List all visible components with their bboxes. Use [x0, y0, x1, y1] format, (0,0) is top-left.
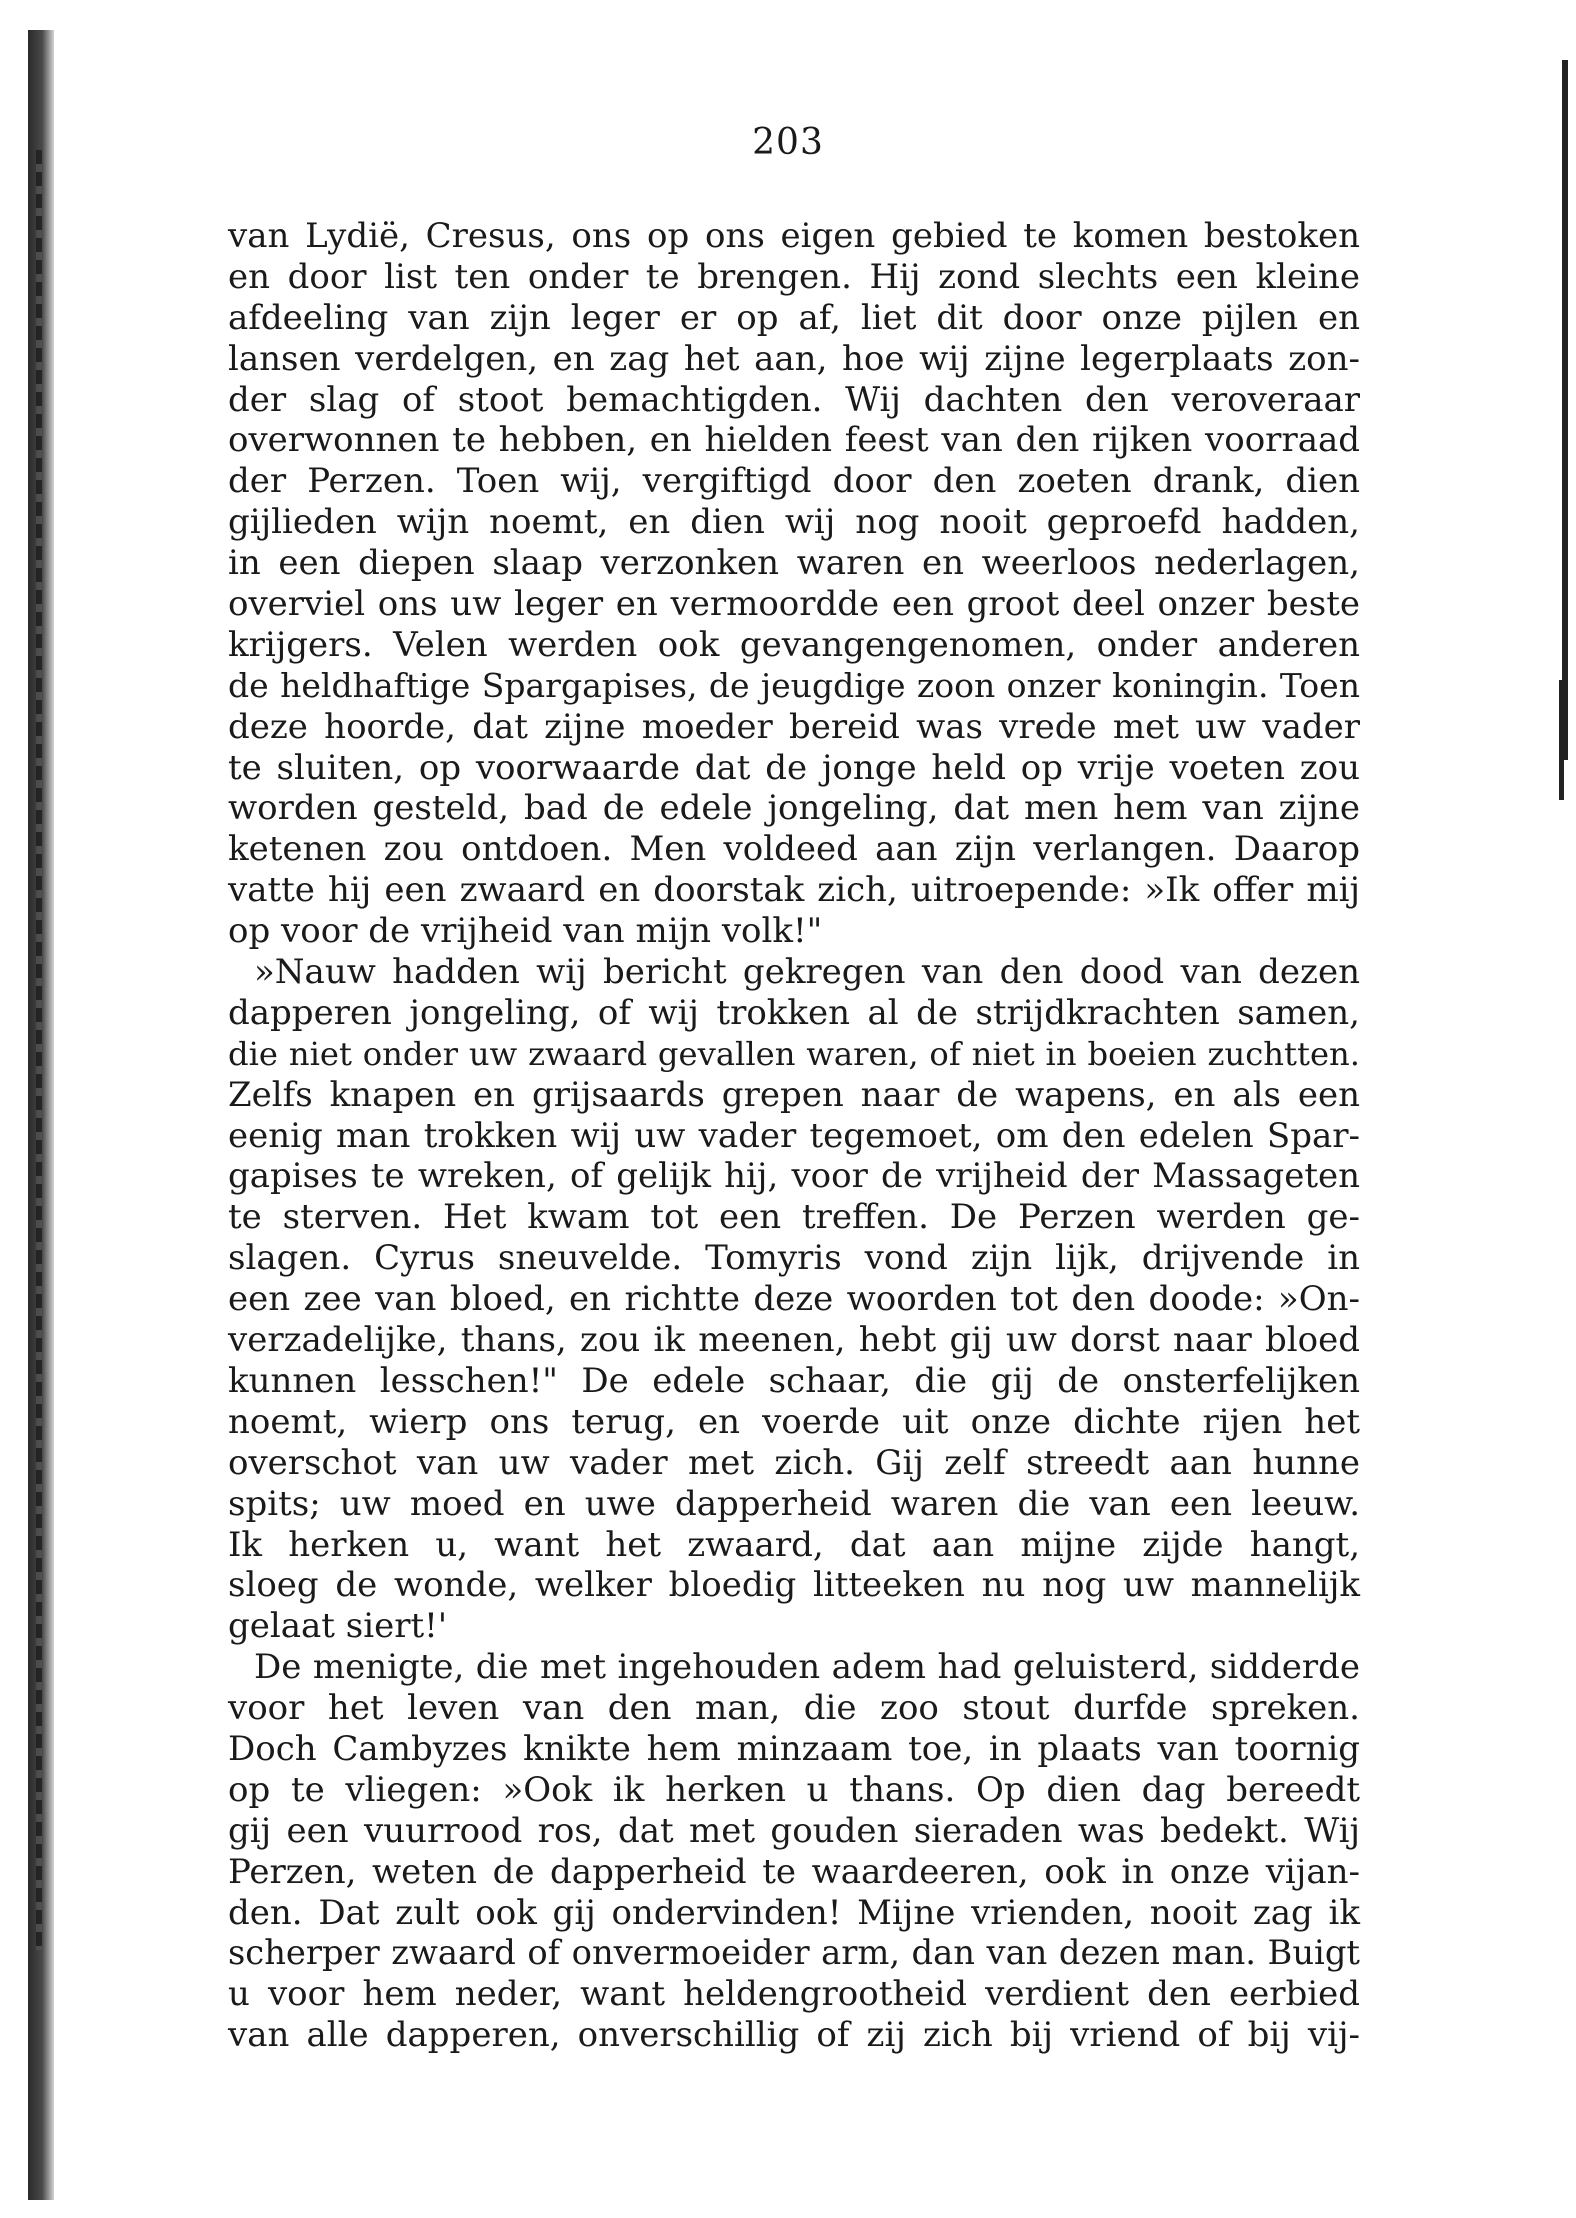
text-line: eenig man trokken wij uw vader tegemoet, om den edelen Spar- — [228, 1115, 1360, 1156]
text-line: lansen verdelgen, en zag het aan, hoe wij zijne legerplaats zon- — [228, 338, 1360, 379]
text-line: den. Dat zult ook gij ondervinden! Mijne vrienden, nooit zag ik — [228, 1892, 1360, 1933]
text-line: te sterven. Het kwam tot een treffen. De Perzen werden ge- — [228, 1197, 1360, 1238]
text-line: van Lydië, Cresus, ons op ons eigen gebied te komen bestoken — [228, 216, 1360, 256]
text-line: kunnen lesschen!" De edele schaar, die gij de onsterfelijken — [228, 1360, 1360, 1401]
text-line: krijgers. Velen werden ook gevangengenomen, onder anderen — [228, 624, 1360, 665]
text-line: gijlieden wijn noemt, en dien wij nog nooit geproefd hadden, — [228, 502, 1360, 543]
text-line: deze hoorde, dat zijne moeder bereid was vrede met uw vader — [228, 706, 1360, 747]
scan-binding-edge — [28, 30, 54, 2200]
scan-right-edge-mark — [1562, 60, 1568, 760]
text-line: Ik herken u, want het zwaard, dat aan mijne zijde hangt, — [228, 1524, 1360, 1565]
text-line: overviel ons uw leger en vermoordde een groot deel onzer beste — [228, 584, 1360, 625]
text-line: in een diepen slaap verzonken waren en weerloos nederlagen, — [228, 543, 1360, 584]
text-line: gapises te wreken, of gelijk hij, voor de vrijheid der Massageten — [228, 1156, 1360, 1197]
text-line: die niet onder uw zwaard gevallen waren, of niet in boeien zuchtten. — [228, 1034, 1360, 1073]
text-line: scherper zwaard of onvermoeider arm, dan van dezen man. Buigt — [228, 1933, 1360, 1973]
text-line: afdeeling van zijn leger er op af, liet dit door onze pijlen en — [228, 297, 1360, 338]
text-line: te sluiten, op voorwaarde dat de jonge held op vrije voeten zou — [228, 747, 1360, 788]
scan-right-edge-mark-lower — [1559, 680, 1564, 800]
text-line: Doch Cambyzes knikte hem minzaam toe, in plaats van toornig — [228, 1728, 1360, 1769]
body-text — [228, 216, 1360, 2056]
text-line: sloeg de wonde, welker bloedig litteeken nu nog uw mannelijk — [228, 1565, 1360, 1606]
text-line: noemt, wierp ons terug, en voerde uit onze dichte rijen het — [228, 1401, 1360, 1442]
text-line: der Perzen. Toen wij, vergiftigd door den zoeten drank, dien — [228, 461, 1360, 502]
text-line: verzadelijke, thans, zou ik meenen, hebt gij uw dorst naar bloed — [228, 1320, 1360, 1361]
text-line: »Nauw hadden wij bericht gekregen van den dood van dezen — [254, 952, 1360, 993]
text-line: worden gesteld, bad de edele jongeling, dat men hem van zijne — [228, 788, 1360, 829]
text-line: De menigte, die met ingehouden adem had geluisterd, sidderde — [254, 1647, 1360, 1688]
text-line: ketenen zou ontdoen. Men voldeed aan zijn verlangen. Daarop — [228, 829, 1360, 870]
text-line: vatte hij een zwaard en doorstak zich, uitroepende: »Ik offer mij — [228, 870, 1360, 911]
text-line: op te vliegen: »Ook ik herken u thans. Op dien dag bereedt — [228, 1769, 1360, 1810]
text-line: der slag of stoot bemachtigden. Wij dachten den veroveraar — [228, 379, 1360, 420]
text-line: van alle dapperen, onverschillig of zij zich bij vriend of bij vij- — [228, 2015, 1360, 2056]
text-line: en door list ten onder te brengen. Hij zond slechts een kleine — [228, 256, 1360, 297]
text-line: overschot van uw vader met zich. Gij zelf streedt aan hunne — [228, 1442, 1360, 1483]
text-line: voor het leven van den man, die zoo stout durfde spreken. — [228, 1688, 1360, 1729]
text-line: dapperen jongeling, of wij trokken al de strijdkrachten samen, — [228, 992, 1360, 1033]
text-line: overwonnen te hebben, en hielden feest van den rijken voorraad — [228, 420, 1360, 461]
text-line: slagen. Cyrus sneuvelde. Tomyris vond zijn lijk, drijvende in — [228, 1238, 1360, 1279]
text-line: op voor de vrijheid van mijn volk!" — [228, 911, 823, 952]
text-line: Perzen, weten de dapperheid te waardeeren, ook in onze vijan- — [228, 1851, 1360, 1892]
text-line: gij een vuurrood ros, dat met gouden sieraden was bedekt. Wij — [228, 1810, 1360, 1851]
text-line: spits; uw moed en uwe dapperheid waren die van een leeuw. — [228, 1483, 1360, 1524]
text-line: gelaat siert!' — [228, 1606, 448, 1647]
text-line: Zelfs knapen en grijsaards grepen naar de wapens, en als een — [228, 1074, 1360, 1115]
text-line: u voor hem neder, want heldengrootheid verdient den eerbied — [228, 1974, 1360, 2015]
text-line: een zee van bloed, en richtte deze woorden tot den doode: »On- — [228, 1279, 1360, 1320]
page-number: 203 — [752, 122, 824, 163]
text-line: de heldhaftige Spargapises, de jeugdige zoon onzer koningin. Toen — [228, 665, 1360, 705]
